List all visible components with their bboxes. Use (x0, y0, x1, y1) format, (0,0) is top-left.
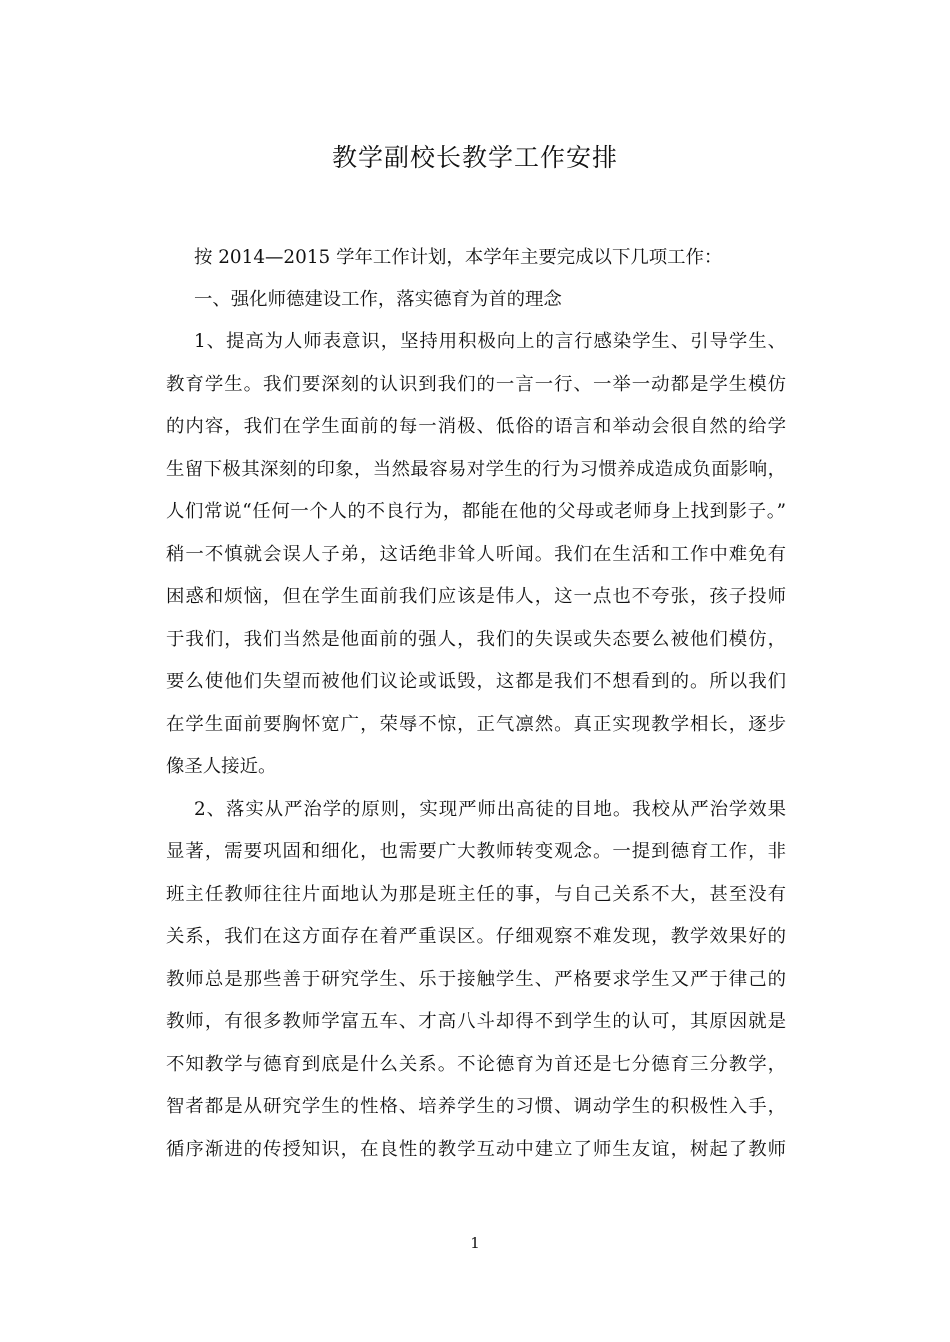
paragraph-line: 循序渐进的传授知识，在良性的教学互动中建立了师生友谊，树起了教师 (166, 1139, 786, 1160)
paragraph-line: 在学生面前要胸怀宽广，荣辱不惊，正气凛然。真正实现教学相长，逐步 (166, 714, 786, 735)
paragraph-line: 的内容，我们在学生面前的每一消极、低俗的语言和举动会很自然的给学 (166, 416, 786, 437)
paragraph-line: 教育学生。我们要深刻的认识到我们的一言一行、一举一动都是学生模仿 (166, 374, 786, 395)
paragraph-line: 2、落实从严治学的原则，实现严师出高徒的目地。我校从严治学效果 (194, 799, 786, 820)
paragraph-line: 显著，需要巩固和细化，也需要广大教师转变观念。一提到德育工作，非 (166, 841, 786, 862)
paragraph-line: 教师，有很多教师学富五车、才高八斗却得不到学生的认可，其原因就是 (166, 1011, 786, 1032)
paragraph-line: 关系，我们在这方面存在着严重误区。仔细观察不难发现，教学效果好的 (166, 926, 786, 947)
paragraph-line: 像圣人接近。 (166, 756, 277, 777)
page-number: 1 (470, 1234, 480, 1252)
paragraph-line: 智者都是从研究学生的性格、培养学生的习惯、调动学生的积极性入手， (166, 1096, 786, 1117)
paragraph-line: 要么使他们失望而被他们议论或诋毁，这都是我们不想看到的。所以我们 (166, 671, 786, 692)
paragraph-line: 于我们，我们当然是他面前的强人，我们的失误或失态要么被他们模仿， (166, 629, 786, 650)
paragraph-line: 1、提高为人师表意识，坚持用积极向上的言行感染学生、引导学生、 (194, 331, 786, 352)
paragraph-line: 班主任教师往往片面地认为那是班主任的事，与自己关系不大，甚至没有 (166, 884, 786, 905)
paragraph-line: 困惑和烦恼，但在学生面前我们应该是伟人，这一点也不夸张，孩子投师 (166, 586, 786, 607)
intro-line: 按 2014—2015 学年工作计划，本学年主要完成以下几项工作： (194, 247, 723, 268)
paragraph-line: 教师总是那些善于研究学生、乐于接触学生、严格要求学生又严于律己的 (166, 969, 786, 990)
paragraph-line: 生留下极其深刻的印象，当然最容易对学生的行为习惯养成造成负面影响， (166, 459, 786, 480)
document-title: 教学副校长教学工作安排 (331, 143, 618, 172)
paragraph-line: 人们常说“任何一个人的不良行为，都能在他的父母或老师身上找到影子。” (166, 501, 786, 522)
paragraph-line: 稍一不慎就会误人子弟，这话绝非耸人听闻。我们在生活和工作中难免有 (166, 544, 786, 565)
section-heading: 一、强化师德建设工作，落实德育为首的理念 (194, 289, 562, 310)
paragraph-line: 不知教学与德育到底是什么关系。不论德育为首还是七分德育三分教学， (166, 1054, 786, 1075)
